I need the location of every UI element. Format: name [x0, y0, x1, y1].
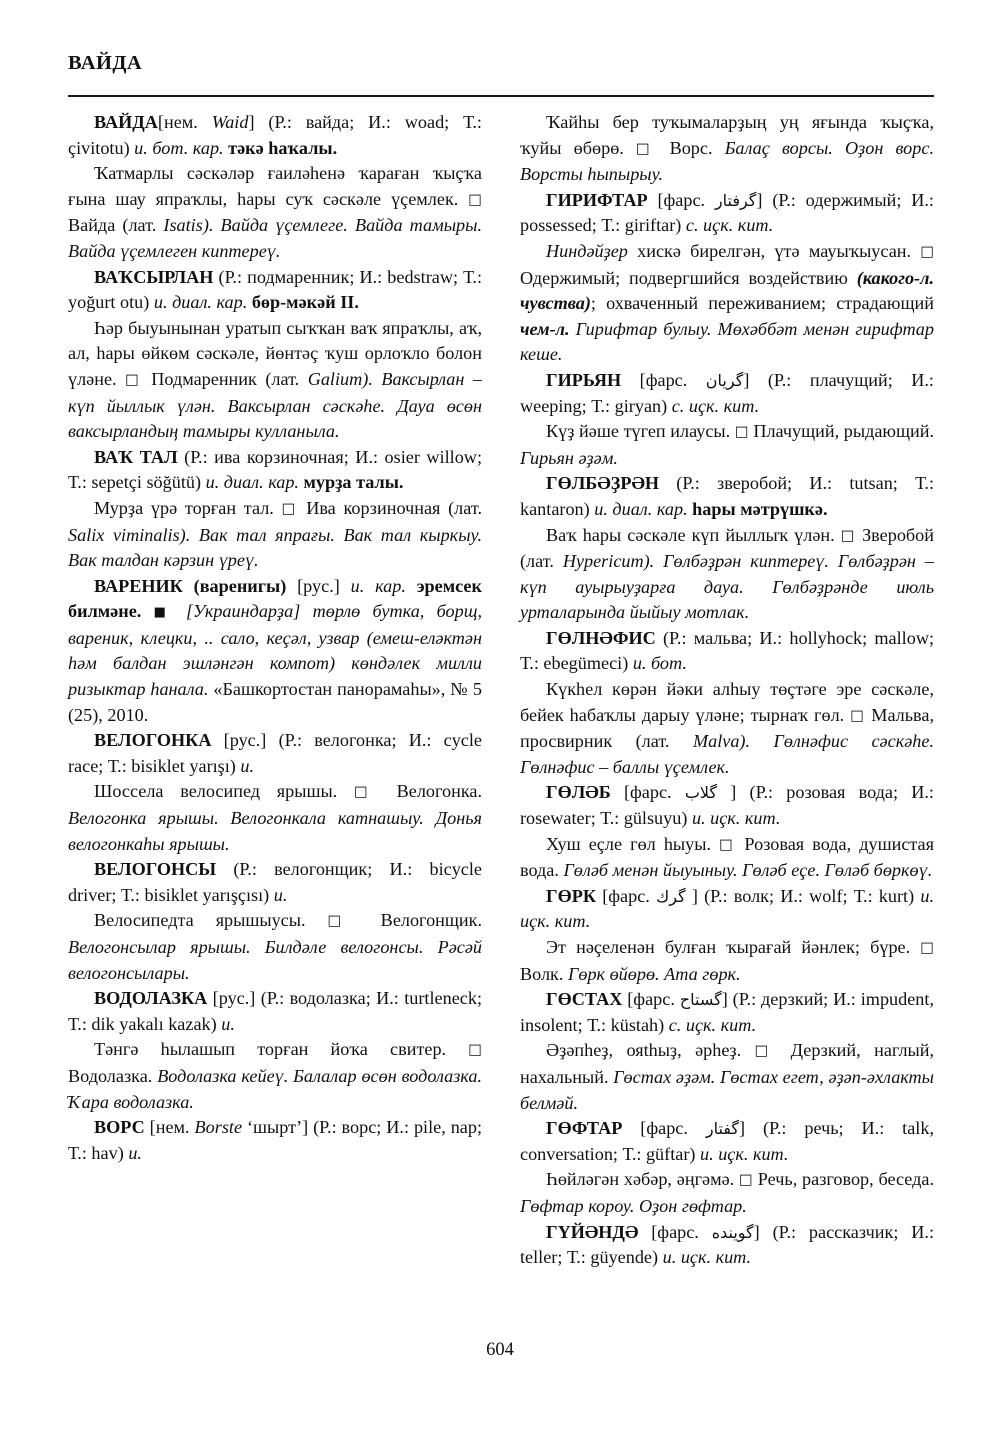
definition: Велосипедта ярышыусы. — [94, 910, 306, 931]
entry-vak-tal-body — [68, 496, 482, 574]
definition: хискә бирелгән, үтә мауыҡыусан. — [627, 240, 912, 261]
etymology-open: [фарс. — [622, 1118, 706, 1139]
russian-equivalent-2: ; охваченный переживанием; страдающий — [590, 293, 934, 314]
latin-name: Hypericum — [562, 551, 644, 572]
gloss: (Р.: речь; И.: talk, conversation; Т.: güftar) — [520, 1118, 934, 1164]
entry-gork — [520, 884, 934, 935]
synonym: тәкә һаҡалы. — [228, 137, 338, 158]
arabic-script: گستاح — [679, 990, 722, 1010]
grammar-labels: и. диал. кар. — [153, 292, 252, 313]
entry-golnefis-body — [520, 677, 934, 780]
etymology-close: ] — [248, 112, 269, 132]
entry-vors-continued — [520, 110, 934, 188]
synonym: һары мәтрүшкә. — [692, 498, 828, 519]
entry-golnefis — [520, 626, 934, 677]
arabic-script: گوينده — [711, 1222, 754, 1242]
entry-golbezren-body — [520, 523, 934, 626]
gloss: (Р.: подмаренник; И.: bedstraw; Т.: yoğurt otu) — [68, 266, 482, 313]
grammar-labels: с. иçк. кит. — [685, 215, 774, 236]
synonym: бөр-мәкәй II. — [251, 292, 359, 313]
grammar-labels: и. кар. — [350, 575, 417, 596]
entry-gujende — [520, 1220, 934, 1271]
examples: Гөрк өйөрө. Ата гөрк. — [568, 963, 741, 984]
headword: ВЕЛОГОНКА — [94, 730, 212, 751]
grammar-labels: с. иçк. кит. — [671, 395, 760, 416]
russian-equivalent: Одержимый; подвергшийся воздействию — [520, 267, 857, 288]
gloss: (Р.: вайда; И.: woad; Т.: çivitotu) — [68, 112, 482, 158]
definition: Шоссела велосипед ярышы. — [94, 781, 338, 802]
grammar-labels: и. бот. — [632, 653, 687, 674]
russian-equivalent: Ива корзиночная (лат. — [298, 497, 482, 518]
headword: ГӨФТАР — [546, 1118, 623, 1139]
russian-equivalent: Ворс. — [657, 137, 725, 158]
grammar-labels: и. иçк. кит. — [691, 808, 781, 829]
definition: Ҡайһы бер туҡымаларҙың уң яғында ҡыçҡа, ҡуйы өбөрө. — [520, 112, 934, 158]
open-square-marker: □ — [734, 424, 749, 441]
entry-goftar — [520, 1116, 934, 1167]
russian-equivalent: Зверобой (лат. — [520, 524, 935, 572]
etymology-close: ] — [738, 1118, 763, 1139]
filled-square-marker: ■ — [153, 605, 174, 621]
entry-goleb-body — [520, 832, 934, 884]
definition: Эт нәçеленән булған ҡырағай йәнлек; бүре. — [546, 937, 911, 957]
definition: Хуш еçле гөл һыуы. — [546, 833, 711, 854]
grammar-labels: и. диал. кар. — [594, 498, 693, 519]
grammar-labels: и. — [221, 1013, 235, 1034]
russian-equivalent: Велогонщик. — [358, 910, 483, 931]
synonym: эремсек билмәне. — [68, 575, 482, 622]
etymology-close: ] — [685, 885, 705, 906]
russian-qualifier-2: чем-л. — [520, 318, 576, 339]
etymology-open: [фарс. — [621, 369, 706, 390]
headword: ВОРС — [94, 1117, 145, 1138]
gloss: (Р.: одержимый; И.: possessed; Т.: giriftar) — [520, 189, 934, 236]
headword: ГҮЙӘНДӘ — [546, 1221, 639, 1242]
entry-varenik — [68, 574, 482, 729]
citation-source: «Башкортостан панорамаһы», № 5 (25), 2010. — [68, 679, 483, 725]
entry-velogonka-body — [68, 779, 482, 857]
headword: ГӨЛБӘҘРӘН — [546, 473, 660, 494]
entry-goleb — [520, 780, 934, 831]
entry-vajda — [68, 110, 482, 161]
open-square-marker: □ — [327, 913, 359, 930]
examples: ). Ваксырлан – күп йыллык үлән. Ваксырлан сәскәһе. Дауа өсөн ваксырландың тамыры кулланыла. — [68, 368, 482, 442]
entry-giriftar-body — [520, 239, 934, 368]
definition: Күҙ йәше түгеп илаусы. — [546, 421, 731, 442]
grammar-labels: и. иçк. кит. — [700, 1143, 789, 1164]
etymology-open: [рус.] — [207, 988, 261, 1009]
etymology-open: [фарс. — [638, 1221, 712, 1242]
entry-velogonsy-body — [68, 908, 482, 986]
examples: Гөләб менән йыуыныу. Гөләб еçе. Гөләб бөркөү. — [563, 860, 933, 881]
etymology-close: ] — [721, 989, 733, 1010]
arabic-script: گرفتار — [714, 190, 757, 210]
examples: ). Гөлнәфис сәскәһе. Гөлнәфис – баллы үçемлек. — [520, 731, 934, 777]
headword: ГИРЬЯН — [546, 369, 622, 390]
headword: ВАҠ ТАЛ — [94, 446, 178, 467]
russian-qualifier: (какого-л. чувства) — [520, 267, 934, 314]
latin-name: Malva — [692, 731, 740, 752]
headword: ГӨЛӘБ — [546, 782, 611, 803]
examples: ). Вайда үçемлеге. Вайда тамыры. Вайда үçемлеген киптереү. — [68, 215, 483, 261]
russian-equivalent: Волк. — [520, 963, 568, 984]
entry-gostah-body — [520, 1038, 934, 1116]
gloss: (Р.: водолазка; И.: turtleneck; Т.: dik yakalı kazak) — [68, 988, 482, 1034]
open-square-marker: □ — [920, 940, 934, 956]
gloss: (Р.: розовая вода; И.: rosewater; Т.: gülsuyu) — [520, 782, 934, 829]
open-square-marker: □ — [353, 784, 380, 801]
open-square-marker: □ — [125, 371, 143, 388]
grammar-labels: и. иçк. кит. — [520, 885, 934, 932]
examples: Водолазка кейеү. Балалар өсөн водолазка. Ҡара водолазка. — [68, 1065, 482, 1112]
headword: ВОДОЛАЗКА — [94, 988, 208, 1009]
arabic-script: گرك — [656, 886, 686, 906]
definition: Мурҙа үрә торған тал. — [94, 497, 274, 518]
etymology-open: [рус.] — [286, 575, 351, 596]
open-square-marker: □ — [739, 1172, 753, 1189]
synonym: мурҙа талы. — [303, 472, 404, 493]
etymology-close: ‘шырт’] — [242, 1117, 314, 1138]
headword: ГӨРК — [546, 885, 597, 906]
definition: Ҡатмарлы сәскәләр ғаиләһенә ҡараған ҡыçҡа ғына шау япраҡлы, һары суҡ сәскәле үçемлек. — [68, 163, 482, 209]
open-square-marker: □ — [719, 836, 737, 853]
gloss: (Р.: рассказчик; И.: teller; Т.: güyende) — [520, 1221, 935, 1268]
definition: Күкһел көрән йәки алһыу төçтәге эре сәскәле, бейек һабаҡлы дарыу үләне; тырнаҡ гөл. — [520, 679, 934, 725]
etymology-open: [нем. — [157, 112, 212, 132]
open-square-marker: □ — [636, 140, 658, 157]
gloss: (Р.: ворс; И.: pile, nap; Т.: hav) — [68, 1117, 483, 1163]
russian-equivalent: Розовая вода, душистая вода. — [520, 833, 934, 881]
russian-equivalent: Плачущий, рыдающий. — [748, 421, 935, 442]
russian-equivalent: Мальва, просвирник (лат. — [520, 704, 935, 752]
russian-equivalent: Велогонка. — [379, 781, 483, 802]
left-column — [68, 110, 482, 1271]
etymology-open: [фарс. — [596, 885, 657, 906]
examples: Гөфтар короу. Оҙон гөфтар. — [520, 1195, 747, 1216]
entry-giriftar — [520, 188, 934, 239]
arabic-script: گريان — [705, 370, 744, 390]
entry-velogonsy — [68, 857, 482, 908]
etymology-source: Borste — [194, 1117, 243, 1138]
gloss: (Р.: дерзкий; И.: impudent, insolent; Т.: küstah) — [520, 989, 934, 1035]
grammar-labels: и. бот. кар. — [134, 137, 229, 158]
grammar-labels: с. иçк. кит. — [668, 1014, 757, 1035]
entry-vajda-body — [68, 161, 482, 264]
latin-name: Isatis — [163, 215, 203, 236]
header-divider — [68, 95, 934, 97]
columns-container — [68, 110, 934, 1271]
entry-vaksyrlan — [68, 265, 482, 316]
latin-name: Galium — [307, 368, 363, 389]
etymology-open: [фарс. — [622, 989, 680, 1010]
entry-velogonka — [68, 728, 482, 779]
right-column — [520, 110, 934, 1271]
entry-vodolazka-body — [68, 1037, 482, 1115]
grammar-labels: и. — [273, 884, 288, 905]
definition: Ваҡ һары сәскәле күп йыллыҡ үлән. — [546, 524, 835, 545]
headword: ГӨСТАХ — [546, 989, 623, 1010]
examples: Гирифтар булыу. Мөхәббәт менән гирифтар кеше. — [520, 318, 934, 365]
entry-golbezren — [520, 471, 934, 522]
entry-vaksyrlan-body — [68, 316, 482, 445]
open-square-marker: □ — [850, 707, 866, 724]
entry-gostah — [520, 987, 934, 1038]
russian-equivalent: Вайда (лат. — [68, 215, 164, 236]
russian-equivalent: Подмаренник (лат. — [142, 368, 308, 389]
entry-girjan-body — [520, 419, 934, 471]
page-number: 604 — [486, 1340, 514, 1360]
headword: ВАРЕНИК (варенигы) — [94, 575, 287, 596]
running-head: ВАЙДА — [68, 52, 143, 74]
headword: ВАЙДА — [94, 112, 158, 132]
examples: ). Вак тал япрағы. Вак тал кыркыу. Вак талдан кәрзин үреү. — [68, 524, 482, 571]
gloss: (Р.: ива корзиночная; И.: osier willow; Т.: sepetçi söğütü) — [68, 446, 482, 493]
russian-equivalent: Речь, разговор, беседа. — [752, 1169, 935, 1190]
entry-gork-body — [520, 935, 934, 987]
latin-name: Salix viminalis — [68, 524, 180, 545]
arabic-script: گفتار — [705, 1119, 739, 1139]
gloss: (Р.: велогонщик; И.: bicycle driver; Т.: bisiklet yarışçısı) — [68, 859, 482, 905]
examples: Гөстах әҙәм. Гөстах егет, әҙәп-әхлакты белмәй. — [520, 1066, 935, 1113]
citation: [Украиндарҙа] төрлө бутка, борщ, вареник, клецки, .. сало, кеçәл, узвар (емеш-еләктән һәм балдан эшләнгән компот) көндәлек милли ризыктар һанала. — [68, 601, 482, 700]
russian-equivalent: Водолазка. — [68, 1065, 153, 1086]
etymology-open: [нем. — [144, 1117, 195, 1138]
open-square-marker: □ — [840, 527, 856, 544]
entry-vak-tal — [68, 445, 482, 496]
entry-girjan — [520, 368, 934, 419]
definition: Әҙәпһеҙ, ояthыҙ, әрһеҙ. — [546, 1040, 742, 1061]
headword: ГИРИФТАР — [546, 189, 648, 210]
examples: Велогонка ярышы. Велогонкала катнашыу. Донья велогонкаһы ярышы. — [68, 808, 482, 854]
definition: Тәнгә һылашып торған йоҡа свитер. — [94, 1039, 447, 1060]
open-square-marker: □ — [920, 243, 935, 260]
grammar-labels: и. — [128, 1142, 142, 1163]
gloss: (Р.: мальва; И.: hollyhock; mallow; Т.: ebegümeci) — [520, 627, 935, 674]
entry-vors — [68, 1115, 482, 1166]
examples: Балаç ворсы. Оҙон ворс. Ворсты һыпырыу. — [520, 137, 934, 185]
gloss: (Р.: плачущий; И.: weeping; Т.: giryan) — [520, 369, 934, 416]
definition-lead: Ниндәйҙер — [546, 240, 628, 261]
entry-vodolazka — [68, 986, 482, 1037]
russian-equivalent: Дерзкий, наглый, нахальный. — [520, 1040, 935, 1087]
open-square-marker: □ — [468, 1042, 482, 1059]
open-square-marker: □ — [281, 500, 299, 517]
grammar-labels: и. диал. кар. — [205, 472, 304, 493]
etymology-close: ] — [753, 1221, 773, 1242]
etymology-open: [фарс. — [647, 189, 715, 210]
open-square-marker: □ — [468, 191, 482, 208]
etymology-close: ] — [743, 369, 768, 390]
etymology-open: [рус.] — [211, 730, 279, 751]
arabic-script: گلاب — [684, 783, 718, 803]
etymology-open: [фарс. — [610, 782, 685, 803]
headword: ГӨЛНӘФИС — [546, 627, 656, 648]
headword: ВЕЛОГОНСЫ — [94, 859, 217, 880]
examples: ). Гөлбәҙрән киптереү. Гөлбәҙрән – күп ауырыуҙарға дауа. Гөлбәҙрәнде июль урталарында йыйыу мотлак. — [520, 551, 934, 623]
gloss: (Р.: волк; И.: wolf; Т.: kurt) — [704, 885, 921, 906]
etymology-close: ] — [756, 189, 773, 210]
gloss: (Р.: велогонка; И.: cycle race; Т.: bisiklet yarışı) — [68, 730, 483, 776]
definition: Һәр быуынынан уратып сыҡҡан ваҡ япраҡлы, аҡ, ал, һары өйкөм сәскәле, йөнтәç ҡуш орлоҡло болон үләне. — [68, 317, 482, 389]
definition: Һөйләгән хәбәр, әңгәмә. — [546, 1169, 735, 1190]
grammar-labels: и. иçк. кит. — [662, 1247, 752, 1268]
grammar-labels: и. — [240, 755, 255, 776]
etymology-close: ] — [717, 782, 750, 803]
headword: ВАҠСЫРЛАН — [94, 266, 214, 287]
etymology-source: Waid — [211, 112, 249, 132]
examples: Гирьян әҙәм. — [520, 447, 618, 468]
entry-goftar-body — [520, 1167, 934, 1219]
open-square-marker: □ — [754, 1043, 778, 1060]
examples: Велогонсылар ярышы. Билдәле велогонсы. Рәсәй велогонсылары. — [68, 937, 482, 983]
gloss: (Р.: зверобой; И.: tutsan; Т.: kantaron) — [520, 473, 934, 519]
